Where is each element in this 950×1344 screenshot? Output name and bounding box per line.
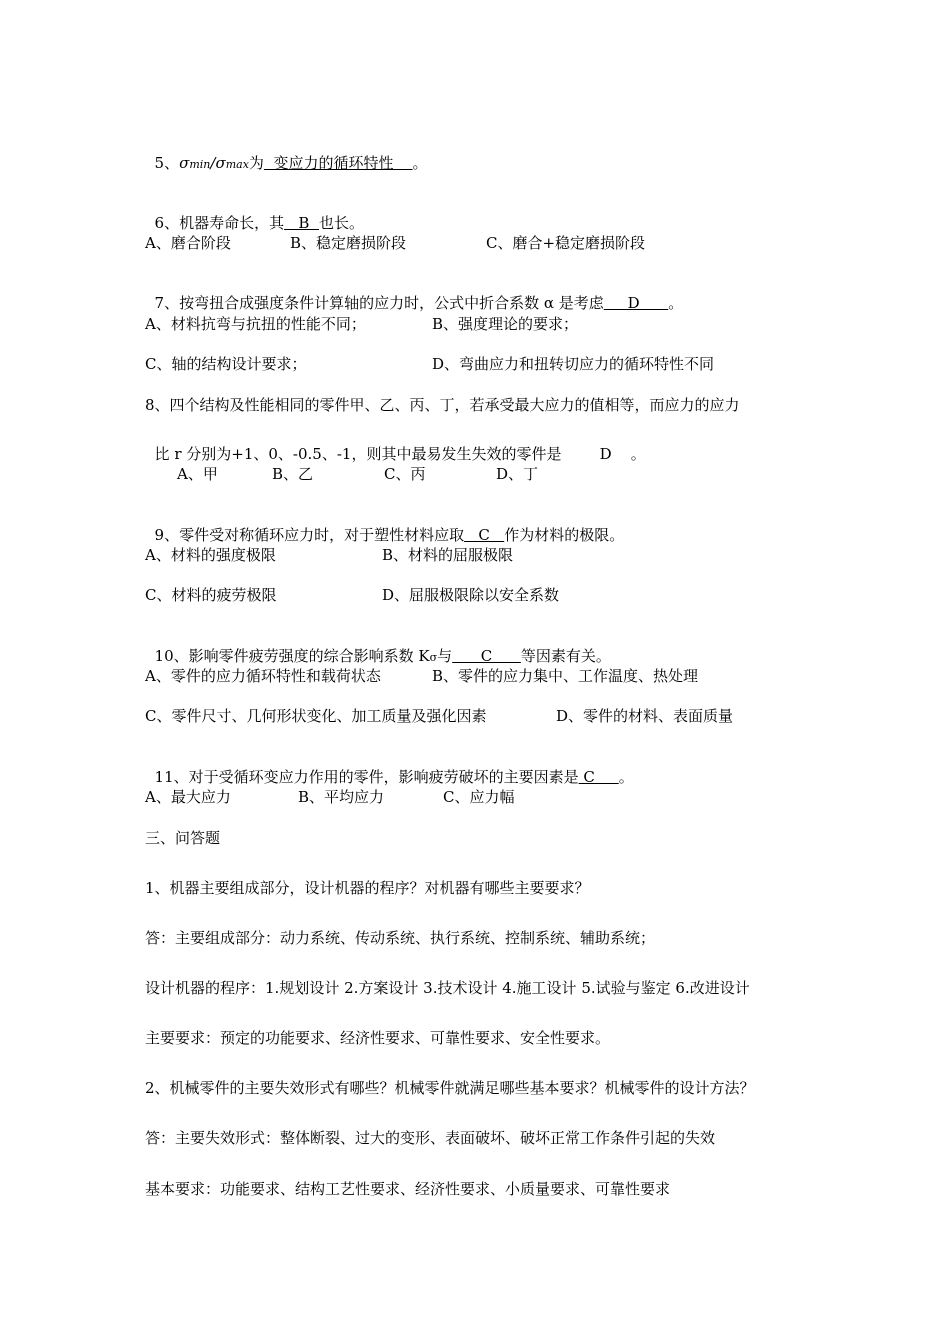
answer-blank: C	[464, 526, 505, 544]
question-5: 5、σmin/σmax为 变应力的循环特性 。	[154, 154, 428, 172]
qa-2-answer-failure-modes: 答：主要失效形式：整体断裂、过大的变形、表面破坏、破坏正常工作条件引起的失效	[145, 1129, 716, 1147]
option-b: B、零件的应力集中、工作温度、热处理	[432, 667, 699, 685]
option-c: C、零件尺寸、几何形状变化、加工质量及强化因素	[145, 707, 487, 725]
option-a: A、磨合阶段	[145, 234, 231, 252]
question-number: 5、	[154, 154, 180, 172]
question-8-line-2: 比 r 分别为+1、0、-0.5、-1，则其中最易发生失效的零件是 D 。	[154, 445, 646, 463]
option-d: D、屈服极限除以安全系数	[382, 586, 560, 604]
option-a: A、甲	[177, 465, 218, 483]
answer-blank: D	[603, 294, 669, 312]
option-a: A、零件的应力循环特性和载荷状态	[145, 667, 381, 685]
answer-blank: C	[578, 768, 619, 786]
option-c: C、磨合+稳定磨损阶段	[486, 234, 646, 252]
qa-1-question: 1、机器主要组成部分，设计机器的程序？对机器有哪些主要要求？	[145, 879, 590, 897]
question-7: 7、按弯扭合成强度条件计算轴的应力时，公式中折合系数 α 是考虑 D 。	[154, 294, 684, 312]
answer-blank: D	[561, 445, 631, 463]
qa-1-answer-requirements: 主要要求：预定的功能要求、经济性要求、可靠性要求、安全性要求。	[145, 1029, 611, 1047]
qa-2-question: 2、机械零件的主要失效形式有哪些？机械零件就满足哪些基本要求？机械零件的设计方法？	[145, 1079, 755, 1097]
option-b: B、乙	[272, 465, 314, 483]
option-c: C、丙	[384, 465, 426, 483]
option-b: B、平均应力	[298, 788, 385, 806]
option-a: A、最大应力	[145, 788, 231, 806]
option-d: D、丁	[496, 465, 539, 483]
option-a: A、材料抗弯与抗扭的性能不同；	[145, 315, 366, 333]
option-c: C、应力幅	[443, 788, 515, 806]
option-c: C、材料的疲劳极限	[145, 586, 277, 604]
option-d: D、零件的材料、表面质量	[556, 707, 734, 725]
question-11: 11、对于受循环变应力作用的零件，影响疲劳破坏的主要因素是 C 。	[154, 768, 634, 786]
answer-blank: C	[452, 647, 521, 665]
question-9: 9、零件受对称循环应力时，对于塑性材料应取 C 作为材料的极限。	[154, 526, 625, 544]
question-6-options	[145, 233, 231, 253]
option-b: B、材料的屈服极限	[382, 546, 514, 564]
option-b: B、稳定磨损阶段	[290, 234, 407, 252]
section-heading: 三、问答题	[145, 829, 221, 847]
sigma-min-max-formula: σmin/σmax	[179, 154, 249, 172]
option-d: D、弯曲应力和扭转切应力的循环特性不同	[432, 355, 715, 373]
question-8-line-1: 8、四个结构及性能相同的零件甲、乙、丙、丁，若承受最大应力的值相等，而应力的应力	[145, 396, 740, 414]
qa-2-answer-requirements: 基本要求：功能要求、结构工艺性要求、经济性要求、小质量要求、可靠性要求	[145, 1180, 671, 1198]
question-6: 6、机器寿命长，其 B 也长。	[154, 214, 364, 232]
qa-1-answer-procedure: 设计机器的程序：1.规划设计 2.方案设计 3.技术设计 4.施工设计 5.试验与鉴定 6.改进设计	[145, 979, 750, 997]
answer-blank: B	[284, 214, 319, 232]
answer-blank: 变应力的循环特性	[263, 154, 413, 172]
option-c: C、轴的结构设计要求；	[145, 355, 307, 373]
option-a: A、材料的强度极限	[145, 546, 276, 564]
question-10: 10、影响零件疲劳强度的综合影响系数 Kσ与 C 等因素有关。	[154, 647, 611, 665]
qa-1-answer-components: 答：主要组成部分：动力系统、传动系统、执行系统、控制系统、辅助系统；	[145, 929, 656, 947]
option-b: B、强度理论的要求；	[432, 315, 579, 333]
